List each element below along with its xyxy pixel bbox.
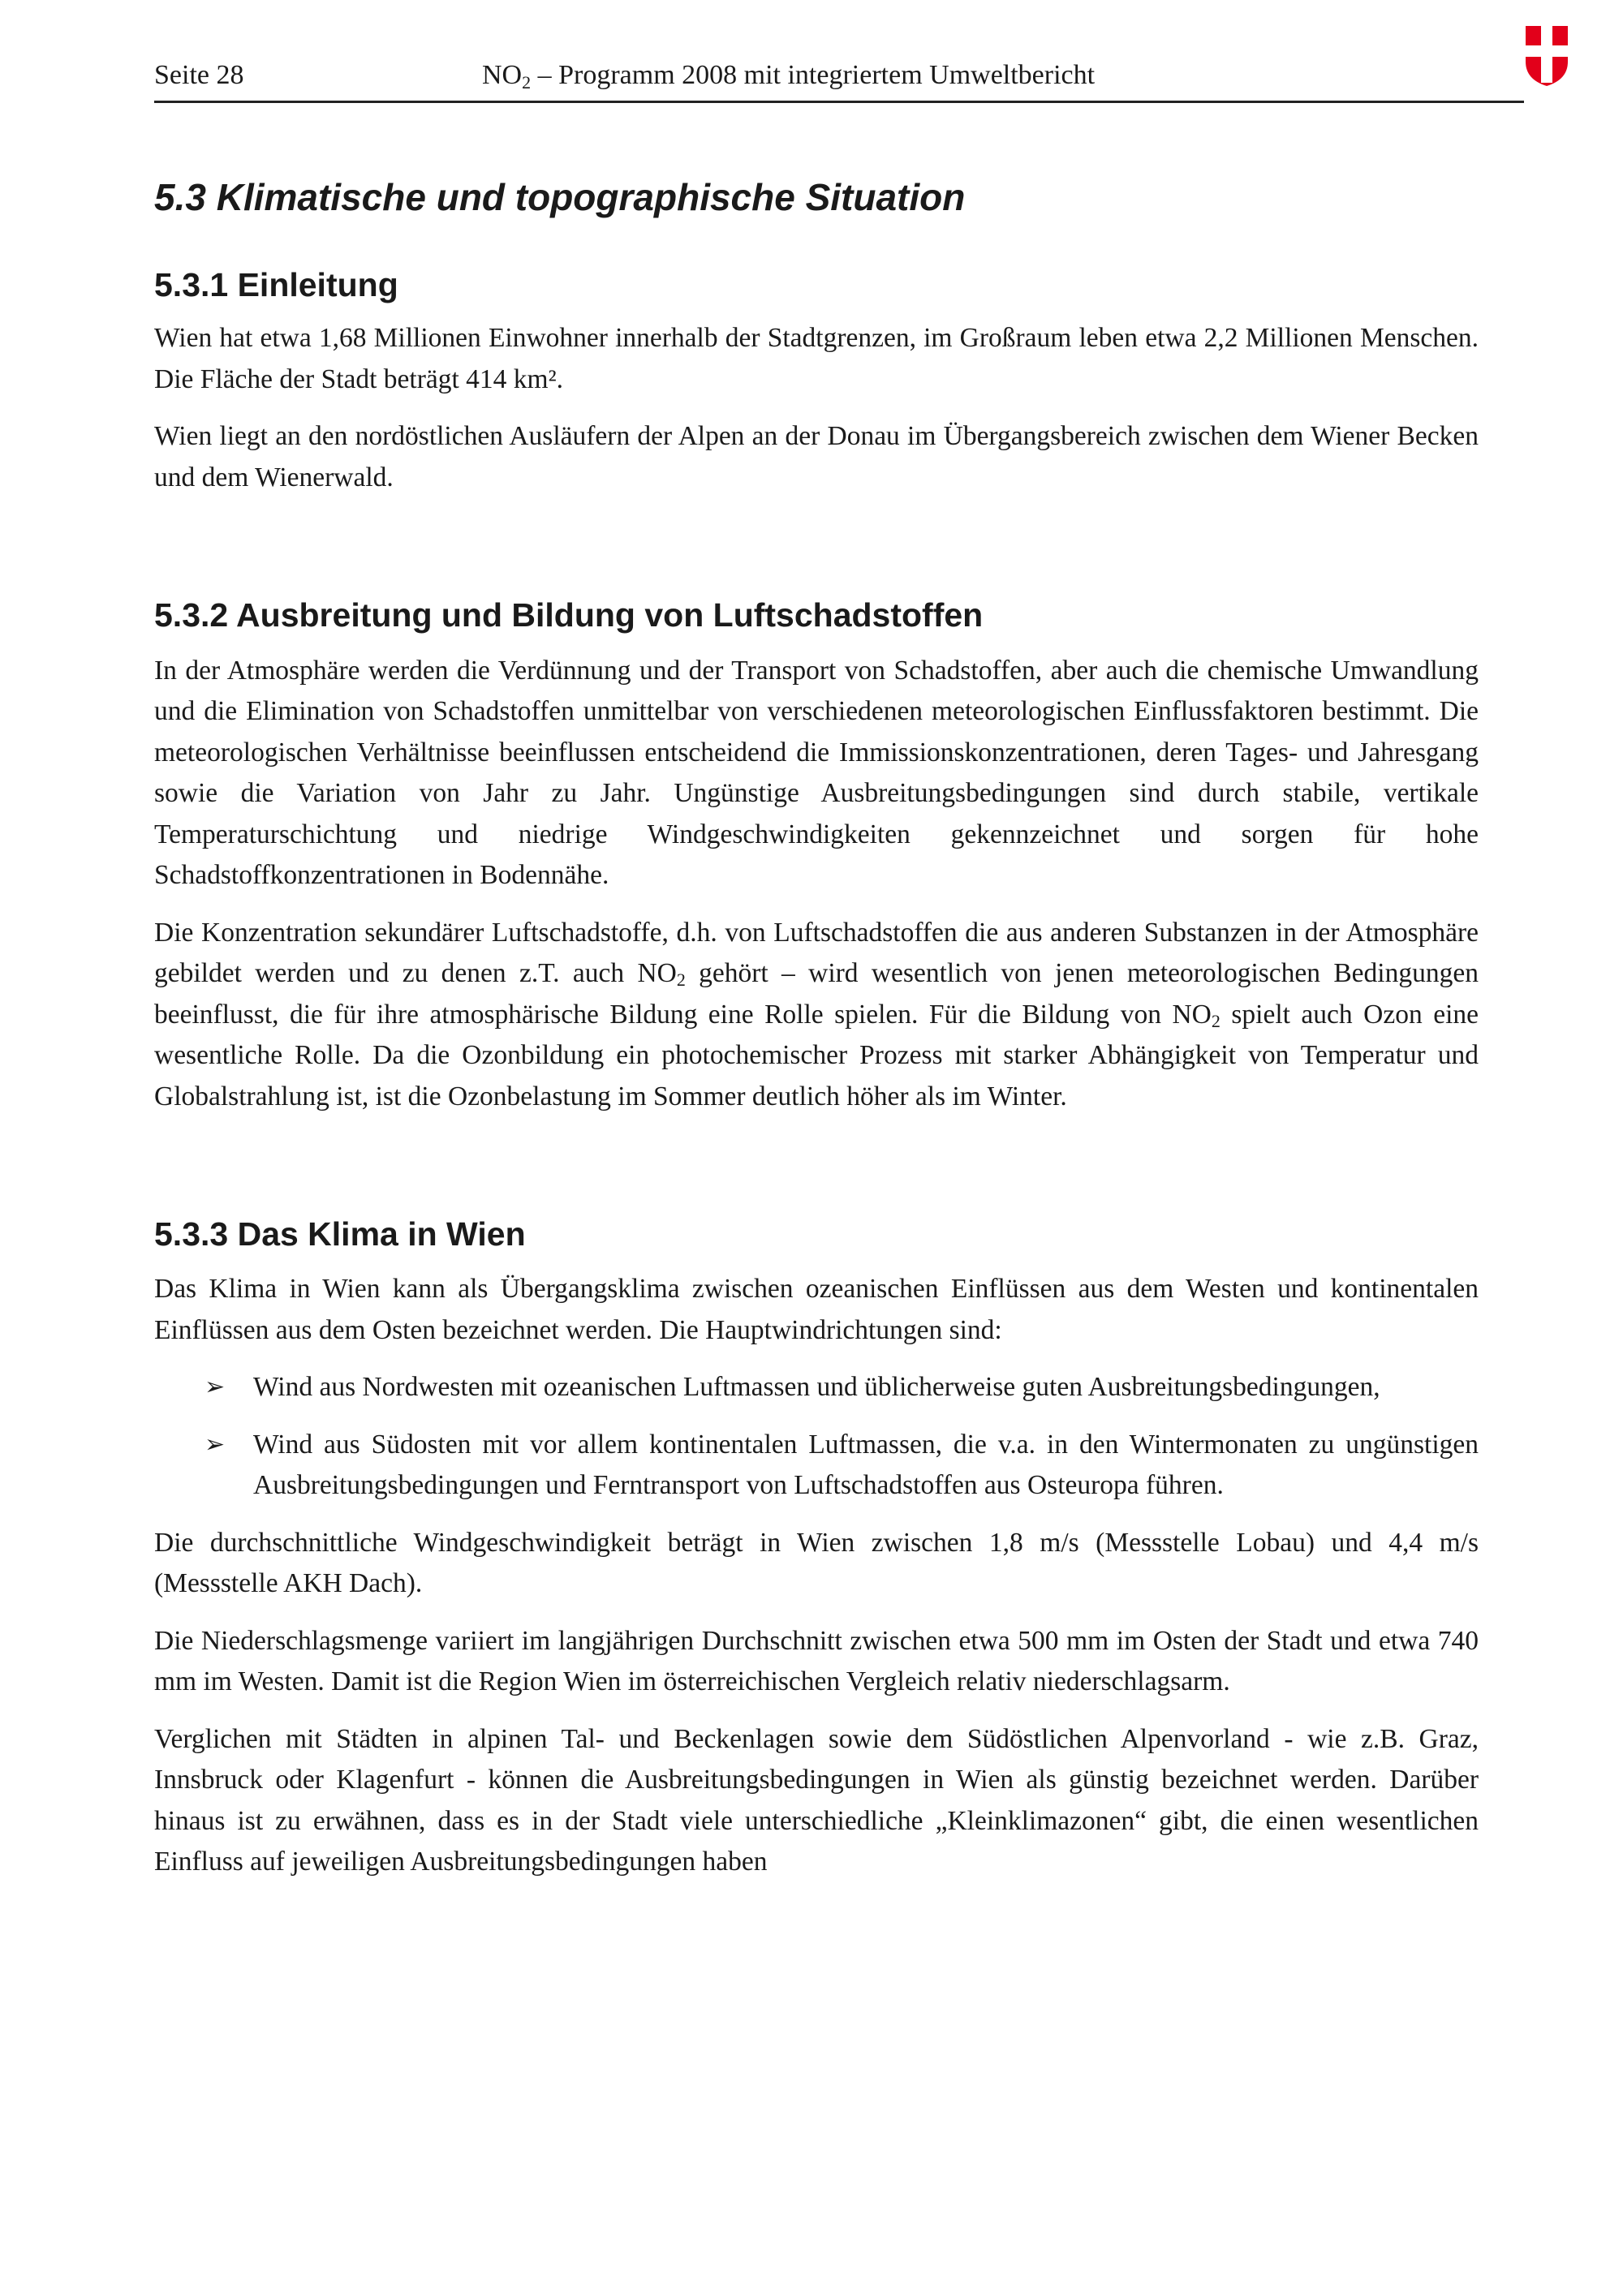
paragraph-5-3-3-precipitation: Die Niederschlagsmenge variiert im langjährigen Durchschnitt zwischen etwa 500 mm im Osten der Stadt und etwa 740 mm im Westen. Damit ist die Region Wien im österreichischen Vergleich relativ niederschlagsarm. <box>154 1625 1479 1697</box>
document-title: $NO_2$ – Programm 2008 mit integriertem Umweltbericht <box>482 60 1096 92</box>
list-item: ➢ Wind aus Südosten mit vor allem kontinentalen Luftmassen, die v.a. in den Wintermonaten zu ungünstigen Ausbreitungsbedingungen und Ferntransport von Luftschadstoffen aus Osteuropa führen. <box>154 1425 1479 1507</box>
subsection-heading-5-3-3: 5.3.3 Das Klima in Wien <box>154 1215 526 1253</box>
vienna-coat-of-arms-icon <box>1524 24 1569 88</box>
arrow-bullet-icon: ➢ <box>204 1430 226 1459</box>
paragraph-5-3-1-population: Wien hat etwa 1,68 Millionen Einwohner innerhalb der Stadtgrenzen, im Großraum leben etwa 2,2 Millionen Menschen. Die Fläche der Stadt beträgt 414 km². <box>154 323 1479 394</box>
paragraph-5-3-1-location: Wien liegt an den nordöstlichen Ausläufern der Alpen an der Donau im Übergangsbereich zwischen dem Wiener Becken und dem Wienerwald. <box>154 421 1479 492</box>
paragraph-5-3-3-wind-speed: Die durchschnittliche Windgeschwindigkeit beträgt in Wien zwischen 1,8 m/s (Messstelle Lobau) und 4,4 m/s (Messstelle AKH Dach). <box>154 1527 1479 1599</box>
shield-cross-horizontal <box>1526 45 1568 57</box>
paragraph-5-3-3-climate: Das Klima in Wien kann als Übergangsklima zwischen ozeanischen Einflüssen aus dem Westen und kontinentalen Einflüssen aus dem Osten bezeichnet werden. Die Hauptwindrichtungen sind: <box>154 1274 1479 1345</box>
arrow-bullet-icon: ➢ <box>204 1373 226 1402</box>
section-heading-5-3: 5.3 Klimatische und topographische Situation <box>154 176 966 218</box>
page-content <box>154 162 1479 1883</box>
paragraph-5-3-3-comparison: Verglichen mit Städten in alpinen Tal- und Beckenlagen sowie dem Südöstlichen Alpenvorland - wie z.B. Graz, Innsbruck oder Klagenfurt - können die Ausbreitungsbedingungen in Wien als günstig bezeichnet werden. Darüber hinaus ist zu erwähnen, dass es in der Stadt viele unterschiedliche „Kleinklimazonen“ gibt, die einen wesentlichen Einfluss auf jeweiligen Ausbreitungsbedingungen haben <box>154 1723 1479 1877</box>
paragraph-5-3-2-secondary-pollutants: Die Konzentration sekundärer Luftschadstoffe, d.h. von Luftschadstoffen die aus anderen Substanzen in der Atmosphäre gebildet werden und zu denen z.T. auch $NO_2$ gehört – wird wesentlich von jenen meteorologischen Bedingungen beeinflusst, die für ihre atmosphärische Bildung eine Rolle spielen. Für die Bildung von $NO_2$ spielt auch Ozon eine wesentliche Rolle. Da die Ozonbildung ein photochemischer Prozess mit starker Abhängigkeit von Temperatur und Globalstrahlung ist, ist die Ozonbelastung im Sommer deutlich höher als im Winter. <box>154 917 1479 1111</box>
list-item: ➢ Wind aus Nordwesten mit ozeanischen Luftmassen und üblicherweise guten Ausbreitungsbedingungen, <box>154 1367 1479 1408</box>
subsection-heading-5-3-1: 5.3.1 Einleitung <box>154 266 398 304</box>
paragraph-5-3-2-dispersion: In der Atmosphäre werden die Verdünnung und der Transport von Schadstoffen, aber auch die chemische Umwandlung und die Elimination von Schadstoffen unmittelbar von verschiedenen meteorologischen Einflussfaktoren bestimmt. Die meteorologischen Verhältnisse beeinflussen entscheidend die Immissionskonzentrationen, deren Tages- und Jahresgang sowie die Variation von Jahr zu Jahr. Ungünstige Ausbreitungsbedingungen sind durch stabile, vertikale Temperaturschichtung und niedrige Windgeschwindigkeiten gekennzeichnet und sorgen für hohe Schadstoffkonzentrationen in Bodennähe. <box>154 655 1479 891</box>
page-header <box>154 55 1524 103</box>
subsection-heading-5-3-2: 5.3.2 Ausbreitung und Bildung von Luftschadstoffen <box>154 596 984 634</box>
page-number: Seite 28 <box>154 60 244 90</box>
wind-direction-list <box>154 1367 1479 1507</box>
